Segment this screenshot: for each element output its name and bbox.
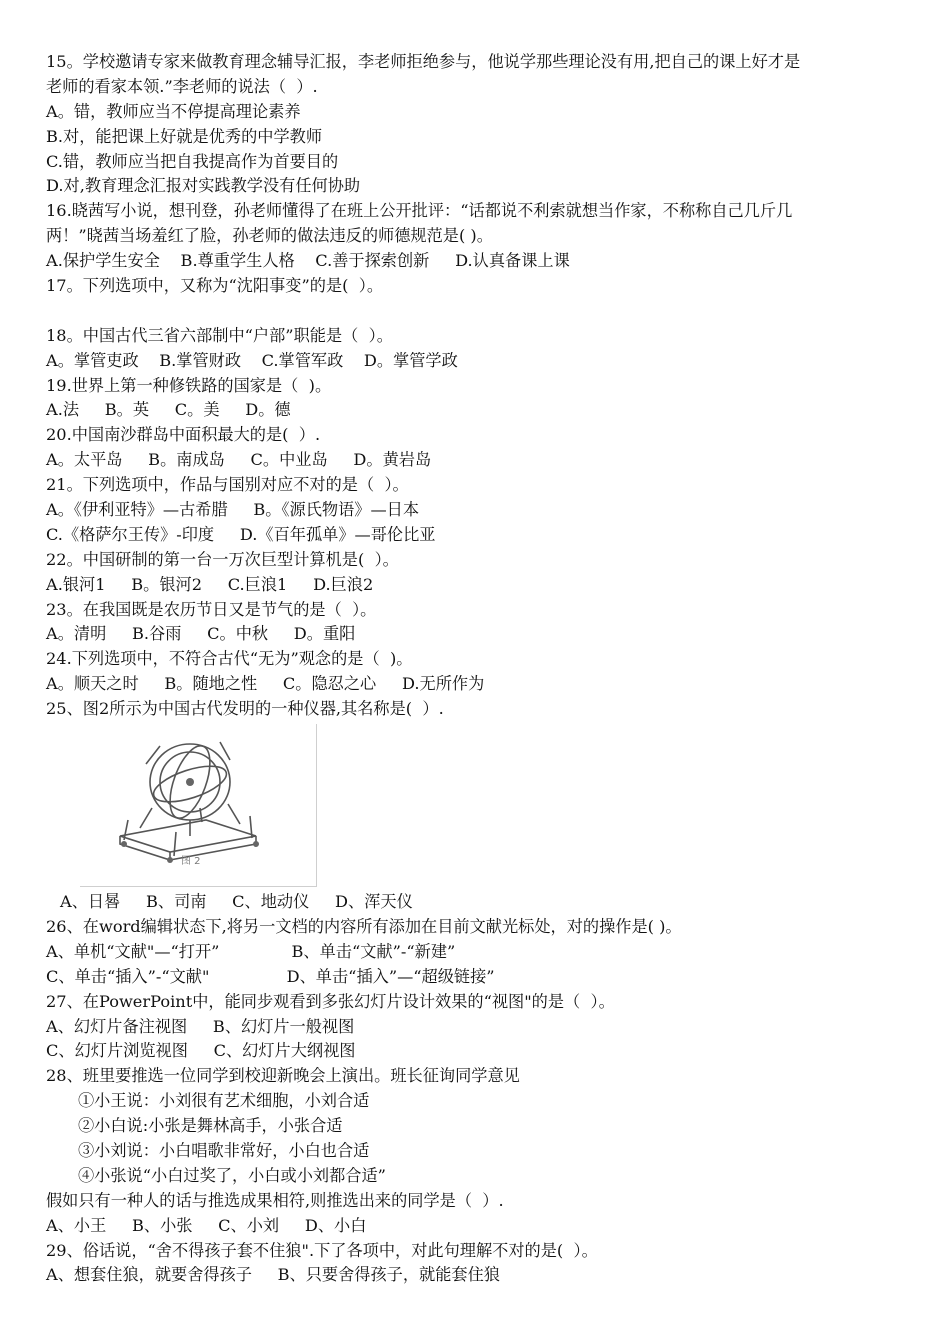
options-row: A。顺天之时 B。随地之性 C。隐忍之心 D.无所作为 [46,674,485,694]
question-text: 24.下列选项中，不符合古代“无为”观念的是（ )。 [46,649,413,669]
options-row: A、幻灯片备注视图 B、幻灯片一般视图 [46,1016,355,1036]
question-text: 19.世界上第一种修铁路的国家是（ )。 [46,375,332,395]
option-b: B.对，能把课上好就是优秀的中学教师 [46,126,323,146]
question-28 [46,1064,916,1238]
question-text: 28、班里要推选一位同学到校迎新晚会上演出。班长征询同学意见 [46,1066,520,1086]
options-row: A、小王 B、小张 C、小刘 D、小白 [46,1215,367,1235]
question-17 [46,274,916,324]
question-text: 25、图2所示为中国古代发明的一种仪器,其名称是( ）. [46,699,444,719]
options-row: A。掌管吏政 B.掌管财政 C.掌管军政 D。掌管学政 [46,350,458,370]
options-row: A.保护学生安全 B.尊重学生人格 C.善于探索创新 D.认真备课上课 [46,251,570,271]
options-row: A。《伊利亚特》—古希腊 B。《源氏物语》—日本 [46,500,420,520]
statement-4: ④小张说“小白过奖了，小白或小刘都合适” [78,1165,386,1185]
options-row: C、单击“插入”-“文献" D、单击“插入”—“超级链接” [46,966,495,986]
question-24 [46,647,916,697]
question-text: 15。学校邀请专家来做教育理念辅导汇报，李老师拒绝参与，他说学那些理论没有用,把自己的课上好才是 [46,52,801,71]
question-text: 23。在我国既是农历节日又是节气的是（ ）。 [46,599,377,619]
options-row: A、单机“文献"—“打开” B、单击“文献”-“新建” [46,941,456,961]
exam-page [46,50,916,1288]
question-text: 20.中国南沙群岛中面积最大的是( ）. [46,425,321,445]
option-a: A。错，教师应当不停提高理论素养 [46,101,301,121]
question-20 [46,423,916,473]
question-27 [46,990,916,1065]
question-15 [46,50,916,199]
question-text: 18。中国古代三省六部制中“户部”职能是（ ）。 [46,325,393,345]
statement-2: ②小白说:小张是舞林高手，小张合适 [78,1116,343,1136]
question-text: 21。下列选项中，作品与国别对应不对的是（ ）。 [46,475,409,495]
question-26 [46,915,916,990]
question-text: 假如只有一种人的话与推选成果相符,则推选出来的同学是（ ）. [46,1190,504,1210]
options-row: A。太平岛 B。南成岛 C。中业岛 D。黄岩岛 [46,450,432,470]
question-text: 22。中国研制的第一台一万次巨型计算机是( ）。 [46,549,399,569]
question-text: 17。下列选项中，又称为“沈阳事变”的是( ）。 [46,276,384,296]
statement-3: ③小刘说：小白唱歌非常好，小白也合适 [78,1140,370,1160]
question-25 [46,697,916,915]
question-22 [46,548,916,598]
question-23 [46,598,916,648]
options-row: C.《格萨尔王传》-印度 D.《百年孤单》—哥伦比亚 [46,524,436,544]
question-text: 26、在word编辑状态下,将另一文档的内容所有添加在目前文献光标处，对的操作是( )。 [46,916,682,936]
options-row: C、幻灯片浏览视图 C、幻灯片大纲视图 [46,1041,356,1061]
question-text: 16.晓茜写小说，想刊登，孙老师懂得了在班上公开批评：“话都说不利索就想当作家，不称称自己几斤几 [46,201,793,221]
options-row: A。清明 B.谷雨 C。中秋 D。重阳 [46,624,356,644]
question-19 [46,374,916,424]
blank-line [46,299,916,324]
figure-caption: 图 2 [181,856,201,868]
options-row: A.银河1 B。银河2 C.巨浪1 D.巨浪2 [46,574,374,594]
option-d: D.对,教育理念汇报对实践教学没有任何协助 [46,176,361,196]
question-16 [46,199,916,274]
options-row: A.法 B。英 C。美 D。德 [46,400,291,420]
question-18 [46,324,916,374]
question-text: 27、在PowerPoint中，能同步观看到多张幻灯片设计效果的“视图"的是（ ）。 [46,991,615,1011]
options-row: A、日晷 B、司南 C、地动仪 D、浑天仪 [60,892,413,912]
question-text: 老师的看家本领.”李老师的说法（ ）. [46,76,318,96]
options-row: A、想套住狼，就要舍得孩子 B、只要舍得孩子，就能套住狼 [46,1265,500,1285]
armillary-sphere-figure [80,724,317,887]
question-21 [46,473,916,548]
question-text: 29、俗话说，“舍不得孩子套不住狼".下了各项中，对此句理解不对的是( ）。 [46,1240,598,1260]
question-29 [46,1239,916,1289]
figure-container [46,722,916,890]
question-text: 两！”晓茜当场羞红了脸，孙老师的做法违反的师德规范是( )。 [46,226,493,246]
statement-1: ①小王说：小刘很有艺术细胞，小刘合适 [78,1091,370,1111]
option-c: C.错，教师应当把自我提高作为首要目的 [46,151,339,171]
